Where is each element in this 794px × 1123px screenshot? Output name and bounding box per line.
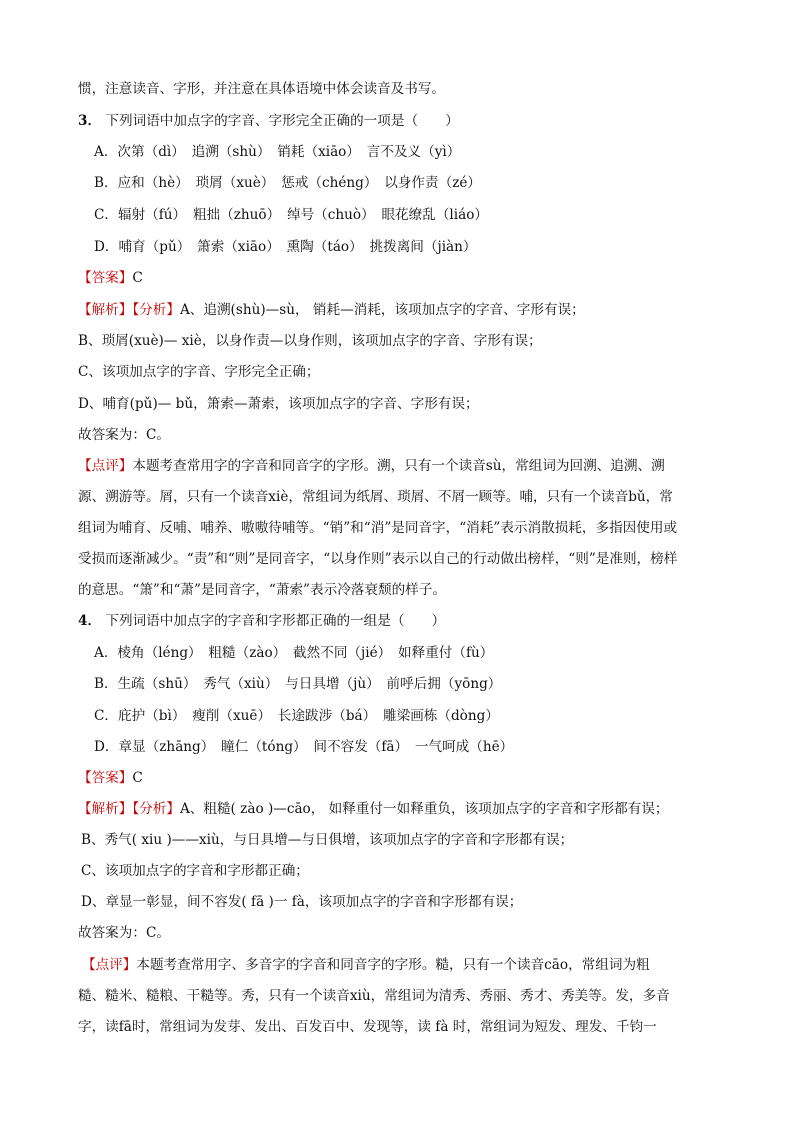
answer-value: C xyxy=(132,770,143,786)
question-4-answer xyxy=(78,768,143,788)
analysis-text: A、粗糙( zào )—cāo， 如释重付一如释重负，该项加点字的字音和字形都有误； xyxy=(179,801,669,817)
question-3-conclusion: 故答案为：C。 xyxy=(78,427,170,443)
comment-tag: 【点评】 xyxy=(82,957,137,973)
question-4-option-b: B．生疏（shū） 秀气（xiù） 与日具增（jù） 前呼后拥（yōng） xyxy=(94,676,502,692)
question-4-option-d: D．章显（zhāng） 瞳仁（tóng） 间不容发（fā） 一气呵成（hē） xyxy=(94,739,514,755)
comment-tag: 【点评】 xyxy=(78,458,133,474)
question-4-option-c: C．庇护（bì） 瘦削（xuē） 长途跋涉（bá） 雕梁画栋（dòng） xyxy=(94,708,499,724)
question-3-answer xyxy=(78,268,143,288)
question-3-analysis-a xyxy=(78,300,585,320)
analysis-tag: 【解析】【分析】 xyxy=(78,302,180,318)
question-3-option-a: A．次第（dì） 追溯（shù） 销耗（xiāo） 言不及义（yì） xyxy=(94,144,461,160)
question-4-comment-1 xyxy=(82,955,650,975)
question-3-stem xyxy=(78,111,459,131)
question-3-option-c: C．辐射（fú） 粗拙（zhuō） 绰号（chuò） 眼花缭乱（liáo） xyxy=(94,207,488,223)
question-4-analysis-b: B、秀气( xiu )——xiù，与日具增—与日俱增，该项加点字的字音和字形都有误； xyxy=(81,832,574,848)
question-3-comment-2: 源、溯游等。屑，只有一个读音xiè，常组词为纸屑、琐屑、不屑一顾等。哺，只有一个读音bǔ，常 xyxy=(78,489,673,505)
question-3-analysis-d: D、哺育(pǔ)— bǔ，箫索—萧索，该项加点字的字音、字形有误； xyxy=(78,396,479,412)
question-4-comment-2: 糙、糙米、糙粮、干糙等。秀，只有一个读音xiù，常组词为清秀、秀丽、秀才、秀美等。发，多音 xyxy=(78,988,670,1004)
question-4-analysis-d: D、章显一彰显，间不容发( fā )一 fà，该项加点字的字音和字形都有误； xyxy=(81,894,523,910)
question-4-analysis-a xyxy=(78,799,669,819)
question-4-option-a: A．棱角（léng） 粗糙（zào） 截然不同（jié） 如释重付（fù） xyxy=(94,645,494,661)
answer-tag: 【答案】 xyxy=(78,770,133,786)
question-4-number: 4． xyxy=(78,613,102,629)
answer-value: C xyxy=(132,270,143,286)
question-4-comment-3: 字，读fā时，常组词为发芽、发出、百发百中、发现等，读 fà 时，常组词为短发、理发、千钧一 xyxy=(78,1019,657,1035)
question-4-stem xyxy=(78,611,445,631)
question-3-analysis-b: B、琐屑(xuè)— xiè，以身作责—以身作则，该项加点字的字音、字形有误； xyxy=(78,333,542,349)
question-3-comment-5: 的意思。“箫”和“萧”是同音字，“萧索”表示冷落衰颓的样子。 xyxy=(78,582,446,598)
question-3-option-d: D．哺育（pǔ） 箫索（xiāo） 熏陶（táo） 挑拨离间（jiàn） xyxy=(94,239,477,255)
question-3-stem-text: 下列词语中加点字的字音、字形完全正确的一项是（ ） xyxy=(105,113,459,129)
question-3-option-b: B．应和（hè） 琐屑（xuè） 惩戒（chéng） 以身作责（zé） xyxy=(94,175,481,191)
question-4-conclusion: 故答案为：C。 xyxy=(78,925,170,941)
question-3-number: 3． xyxy=(78,113,102,129)
comment-text: 本题考查常用字的字音和同音字的字形。溯，只有一个读音sù，常组词为回溯、追溯、溯 xyxy=(132,458,665,474)
analysis-tag: 【解析】【分析】 xyxy=(78,801,180,817)
comment-text: 本题考查常用字、多音字的字音和同音字的字形。糙，只有一个读音cāo，常组词为粗 xyxy=(136,957,650,973)
question-3-comment-1 xyxy=(78,456,665,476)
question-3-analysis-c: C、该项加点字的字音、字形完全正确； xyxy=(78,364,320,380)
question-4-analysis-c: C、该项加点字的字音和字形都正确； xyxy=(81,863,309,879)
analysis-text: A、追溯(shù)—sù， 销耗—消耗，该项加点字的字音、字形有误； xyxy=(179,302,585,318)
question-4-stem-text: 下列词语中加点字的字音和字形都正确的一组是（ ） xyxy=(105,613,446,629)
question-3-comment-4: 受损而逐渐减少。“责”和“则”是同音字，“以身作则”表示以自己的行动做出榜样，“则”是准则，榜样 xyxy=(78,551,678,567)
intro-tail-text: 惯，注意读音、字形，并注意在具体语境中体会读音及书写。 xyxy=(78,81,446,97)
answer-tag: 【答案】 xyxy=(78,270,133,286)
question-3-comment-3: 组词为哺育、反哺、哺养、嗷嗷待哺等。“销”和“消”是同音字，“消耗”表示消散损耗，多指因使用或 xyxy=(78,520,678,536)
